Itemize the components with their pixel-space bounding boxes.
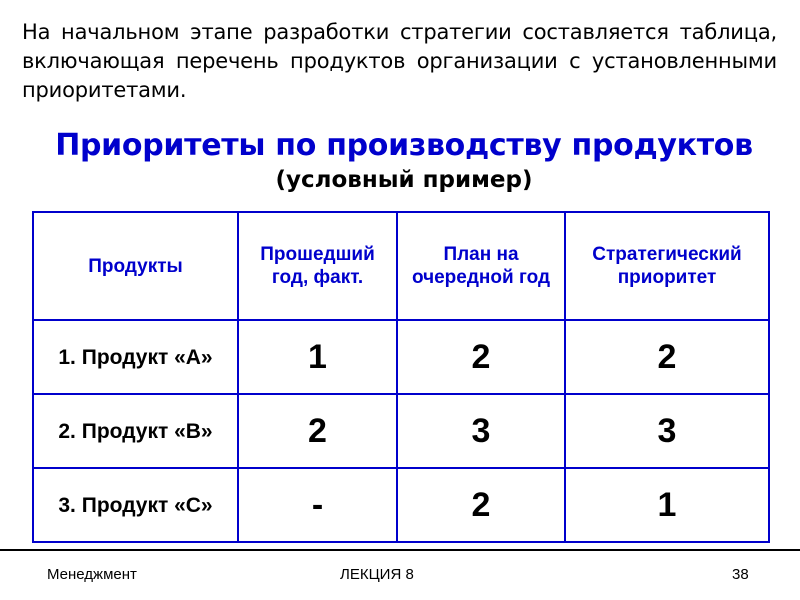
plan-cell: 3 <box>397 394 565 468</box>
slide-title: Приоритеты по производству продуктов <box>55 128 753 163</box>
header-products: Продукты <box>33 212 238 320</box>
plan-cell: 2 <box>397 320 565 394</box>
slide-subtitle: (условный пример) <box>275 167 533 193</box>
table-header-row <box>33 212 769 320</box>
header-next-year-plan: План на очередной год <box>397 212 565 320</box>
product-name-cell: 3. Продукт «С» <box>33 468 238 542</box>
intro-paragraph: На начальном этапе разработки стратегии составляется таблица, включающая перечень продуктов организации с установленными приоритетами. <box>22 20 777 102</box>
header-last-year-fact: Прошедший год, факт. <box>238 212 397 320</box>
table-row <box>33 320 769 394</box>
footer-divider <box>0 549 800 551</box>
footer-page-number: 38 <box>732 566 749 583</box>
last-year-cell: - <box>238 468 397 542</box>
priority-cell: 1 <box>565 468 769 542</box>
footer-lecture-label: ЛЕКЦИЯ 8 <box>340 566 414 583</box>
product-name-cell: 2. Продукт «В» <box>33 394 238 468</box>
priority-cell: 3 <box>565 394 769 468</box>
plan-cell: 2 <box>397 468 565 542</box>
last-year-cell: 1 <box>238 320 397 394</box>
footer-course-name: Менеджмент <box>47 566 137 583</box>
product-name-cell: 1. Продукт «А» <box>33 320 238 394</box>
table-row <box>33 468 769 542</box>
table-row <box>33 394 769 468</box>
last-year-cell: 2 <box>238 394 397 468</box>
priority-cell: 2 <box>565 320 769 394</box>
header-strategic-priority: Стратегический приоритет <box>565 212 769 320</box>
priority-table <box>32 211 770 543</box>
